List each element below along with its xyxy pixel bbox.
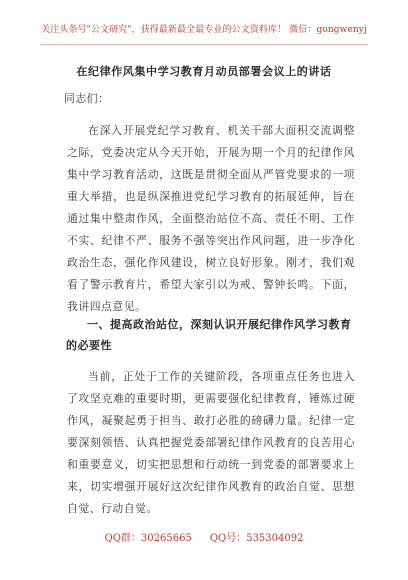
qq-group-label: QQ群：30265665 [104, 533, 192, 544]
section-heading-1: 一、提高政治站位，深刻认识开展纪律作风学习教育的必要性 [66, 318, 352, 352]
qq-number-label: QQ号：535304092 [209, 533, 304, 544]
header-divider [40, 44, 368, 45]
document-title: 在纪律作风集中学习教育月动员部署会议上的讲话 [76, 65, 332, 78]
paragraph-1: 在深入开展党纪学习教育、机关干部大面积交流调整之际，党委决定从今天开始，开展为期一个月的纪律作风集中学习教育活动，这既是贯彻全面从严管党要求的一项重大举措，也是纵深推进党纪学习教育的拓展延伸，旨在通过集中整肃作风，全面整治站位不高、责任不明、工作不实、纪律不严、服务不强等突出作风问题，进一步净化政治生态，强化作风建设，树立良好形象。刚才，我们观看了警示教育片，希望大家引以为戒、警钟长鸣。下面，我讲四点意见。 [67, 124, 355, 313]
salutation: 同志们： [64, 92, 110, 105]
paragraph-2: 当前，正处于工作的关键阶段，各项重点任务也进入了攻坚克难的重要时期，更需要强化纪律教育，锤炼过硬作风，凝聚起勇于担当、敢打必胜的磅礴力量。纪律一定要深刻领悟、认真把握党委部署纪律作风教育的良苦用心和重要意义，切实把思想和行动统一到党委的部署要求上来，切实增强开展好这次纪律作风教育的政治自觉、思想自觉、行动自觉。 [67, 370, 355, 515]
promo-header: 关注头条号"公文研究"，获得最新最全最专业的公文资料库！ 微信：gongwenyj [41, 25, 367, 35]
contact-footer [0, 533, 408, 545]
